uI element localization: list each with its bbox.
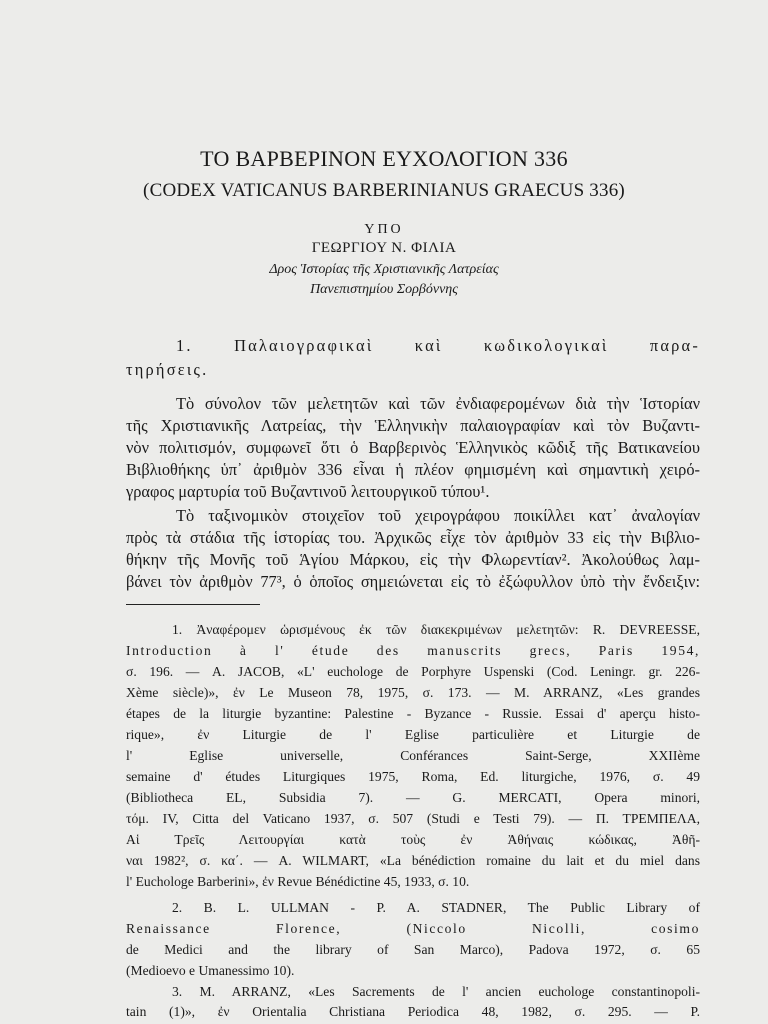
footnote-line: Introduction à l' étude des manuscrits grecs, Paris 1954, — [126, 643, 700, 658]
article-subtitle: (CODEX VATICANUS BARBERINIANUS GRAECUS 336) — [143, 180, 625, 201]
body-line: τῆς Χριστιανικῆς Λατρείας, τὴν Ἑλληνικὴν παλαιογραφίαν καὶ τὸν Βυζαντι- — [126, 416, 700, 435]
footnote-separator — [126, 604, 260, 605]
footnote-line: semaine d' études Liturgiques 1975, Roma, Ed. liturgiche, 1976, σ. 49 — [126, 769, 700, 784]
footnote-line: de Medici and the library of San Marco), Padova 1972, σ. 65 — [126, 942, 700, 957]
footnote-line: 1. Ἀναφέρομεν ὡρισμένους ἐκ τῶν διακεκριμένων μελετητῶν: R. DEVREESSE, — [172, 622, 700, 637]
footnote-line: 2. B. L. ULLMAN - P. A. STADNER, The Public Library of — [172, 900, 700, 915]
footnote-line: Renaissance Florence, (Niccolo Nicolli, cosimo — [126, 921, 700, 936]
footnote-line: Xème siècle)», ἐν Le Museon 78, 1975, σ. 173. — M. ARRANZ, «Les grandes — [126, 685, 700, 700]
body-line: θήκην τῆς Μονῆς τοῦ Ἁγίου Μάρκου, εἰς τὴν Φλωρεντίαν². Ἀκολούθως λαμ- — [126, 550, 700, 569]
section-heading-cont: τηρήσεις. — [126, 360, 209, 379]
footnote-line: 3. M. ARRANZ, «Les Sacrements de l' ancien euchologe constantinopoli- — [172, 984, 700, 999]
footnote-line: (Medioevo e Umanessimo 10). — [126, 963, 295, 978]
body-line: βάνει τὸν ἀριθμὸν 77³, ὁ ὁποῖος σημειώνεται εἰς τὸ ἐξώφυλλον ὑπὸ τὴν ἔνδειξιν: — [126, 572, 700, 591]
author-name: ΓΕΩΡΓΙΟΥ Ν. ΦΙΛΙΑ — [311, 240, 457, 256]
author-affiliation-degree: Δρος Ἱστορίας τῆς Χριστιανικῆς Λατρείας — [269, 262, 499, 277]
body-line: Τὸ σύνολον τῶν μελετητῶν καὶ τῶν ἐνδιαφερομένων διὰ τὴν Ἱστορίαν — [176, 394, 700, 413]
footnote-line: tain (1)», ἐν Orientalia Christiana Periodica 48, 1982, σ. 295. — P. — [126, 1004, 700, 1019]
footnote-line: τόμ. IV, Citta del Vaticano 1937, σ. 507 (Studi e Testi 79). — Π. ΤΡΕΜΠΕΛΑ, — [126, 811, 700, 826]
footnote-line: l' Eglise universelle, Conférances Saint-Serge, XXIIème — [126, 748, 700, 763]
body-line: γραφος μαρτυρία τοῦ Βυζαντινοῦ λειτουργικοῦ τύπου¹. — [126, 482, 490, 501]
footnote-line: σ. 196. — A. JACOB, «L' euchologe de Porphyre Uspenski (Cod. Leningr. gr. 226- — [126, 664, 700, 679]
footnote-line: l' Euchologe Barberini», ἐν Revue Bénédictine 45, 1933, σ. 10. — [126, 874, 470, 889]
footnote-line: rique», ἐν Liturgie de l' Eglise particulière et Liturgie de — [126, 727, 700, 742]
body-line: Τὸ ταξινομικὸν στοιχεῖον τοῦ χειρογράφου ποικίλλει κατ᾿ ἀναλογίαν — [176, 506, 700, 525]
section-heading: 1. Παλαιογραφικαὶ καὶ κωδικολογικαὶ παρα- — [176, 336, 700, 355]
footnote-line: étapes de la liturgie byzantine: Palestine - Byzance - Russie. Essai d' aperçu histo- — [126, 706, 700, 721]
byline-label: ΥΠΟ — [364, 222, 404, 237]
author-affiliation-university: Πανεπιστημίου Σορβόννης — [310, 282, 458, 297]
body-line: νὸν πολιτισμόν, συμφωνεῖ ὅτι ὁ Βαρβερινὸς Ἑλληνικὸς κῶδιξ τῆς Βατικανείου — [126, 438, 700, 457]
footnote-line: Αἱ Τρεῖς Λειτουργίαι κατὰ τοὺς ἐν Ἀθήναις κώδικας, Ἀθῆ- — [126, 832, 700, 847]
body-line: πρὸς τὰ στάδια τῆς ἱστορίας του. Ἀρχικῶς εἶχε τὸν ἀριθμὸν 33 εἰς τὴν Βιβλιο- — [126, 528, 700, 547]
body-line: Βιβλιοθήκης ὑπ᾿ ἀριθμὸν 336 εἶναι ἡ πλέον φημισμένη καὶ σημαντικὴ χειρό- — [126, 460, 700, 479]
footnote-line: ναι 1982², σ. κα΄. — A. WILMART, «La bénédiction romaine du lait et du miel dans — [126, 853, 700, 868]
article-title: ΤΟ ΒΑΡΒΕΡΙΝΟΝ ΕΥΧΟΛΟΓΙΟΝ 336 — [200, 146, 568, 171]
footnote-line: (Bibliotheca EL, Subsidia 7). — G. MERCATI, Opera minori, — [126, 790, 700, 805]
